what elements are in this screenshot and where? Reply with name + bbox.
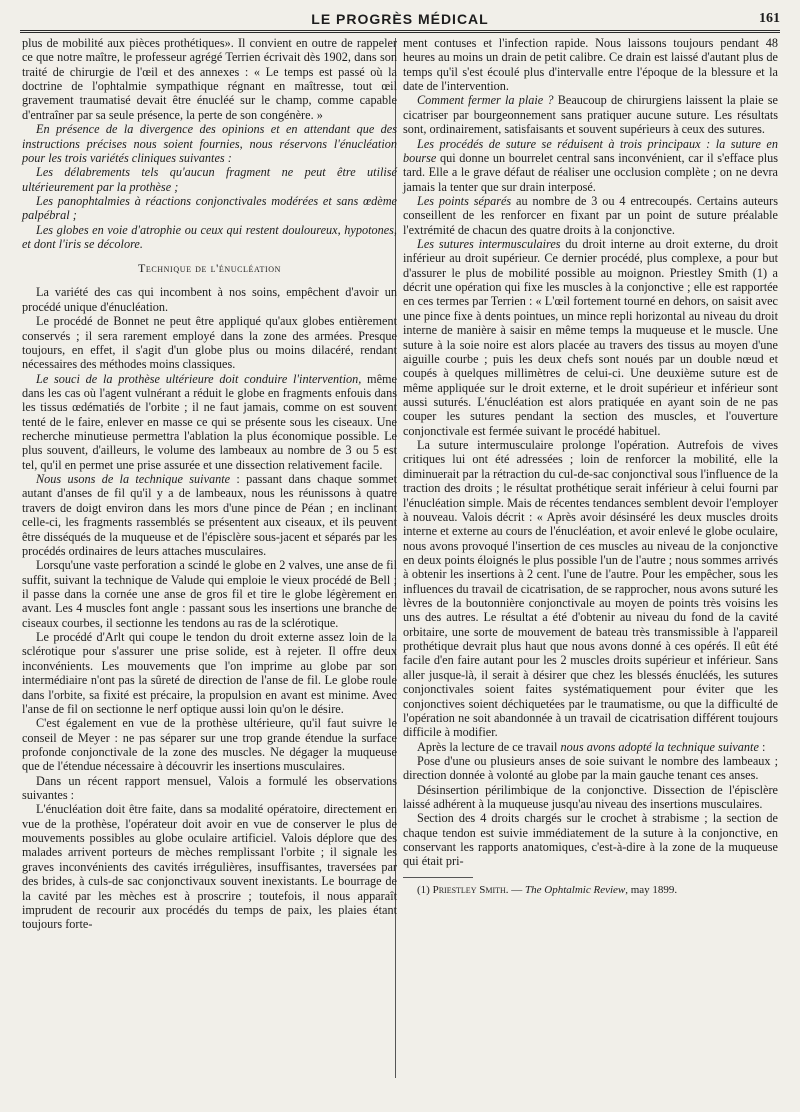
paragraph: Désinsertion périlimbique de la conjonctive. Dissection de l'épisclère laissé adhérent à la muqueuse jusqu'au niveau des insertions musculaires. [403, 782, 778, 812]
left-column [22, 36, 397, 932]
footnote-author: Priestley Smith [432, 883, 506, 896]
paragraph [22, 472, 397, 558]
paragraph: Les globes en voie d'atrophie ou ceux qui restent douloureux, hypotones, et dont l'iris se décolore. [22, 222, 397, 252]
paragraph [403, 93, 778, 136]
footnote-rule [403, 877, 473, 878]
paragraph-text: Beaucoup de chirurgiens laissent la plaie se cicatriser par bourgeonnement sans pratiquer aucune suture. Les résultats sont, ordinairement, satisfaisants et souvent supérieurs à ceux des sutures. [403, 93, 778, 137]
emphasis: Nous usons de la technique suivante [36, 472, 231, 487]
paragraph: Pose d'une ou plusieurs anses de soie suivant le nombre des lambeaux ; direction donnée à volonté au globe par la main gauche tenant ces anses. [403, 753, 778, 783]
paragraph-text: Après la lecture de ce travail [417, 739, 561, 754]
footnote-sep: . — [505, 883, 526, 896]
emphasis: Les points séparés [417, 193, 512, 208]
paragraph-text: : [758, 739, 766, 754]
paragraph-text: : passant dans chaque sommet autant d'anses de fil qu'il y a de lambeaux, nous les réunissons à quatre travers de doigt environ dans les mors d'une pince de Péan ; en inclinant celle-ci, les fragments rassemblés se présentent aux ciseaux, et ils peuvent être disséqués de la muqueuse et de l'épisclère sous-jacent et séparés par les procédés ordinaires de leurs attaches musculaires. [22, 472, 397, 558]
footnote [403, 884, 778, 897]
right-column [403, 36, 778, 897]
paragraph: Dans un récent rapport mensuel, Valois a formulé les observations suivantes : [22, 773, 397, 803]
paragraph: Section des 4 droits chargés sur le crochet à strabisme ; la section de chaque tendon est suivie immédiatement de la suture à la conjonctive, en conservant les rapports anatomiques, c'est-à-dire à la zone de la muqueuse qui était pri- [403, 811, 778, 869]
paragraph-text: du droit interne au droit externe, du droit inférieur au droit supérieur. Ce dernier procédé, plus complexe, a pour but d'assurer le plus de mobilité possible au moignon. Priestley Smith (1) a décrit une opération qui fixe les muscles à la conjonctive ; elle est rapportée en ces termes par Terrien : « L'œil fortement tourné en dehors, on saisit avec une pince fixe à dents pointues, un mince repli horizontal au niveau du droit interne de manière à saisir en même temps la muqueuse et le muscle. Une suture à la soie noire est alors placée au travers des tissus au moyen d'une aiguille courbe ; puis les deux chefs sont noués par un double nœud et coupés à quelques millimètres de celui-ci. Une deuxième suture est de même appliquée sur le droit externe, et le droit supérieur et inférieur sont aussi suturés. L'énucléation est alors pratiquée en ayant soin de ne pas couper les sutures pendant la section des muscles, et l'ouverture conjonctivale est fermée suivant le procédé habituel. [403, 237, 779, 438]
section-heading: Technique de l'énucléation [137, 261, 282, 276]
paragraph-text: même dans les cas où l'agent vulnérant a réduit le globe en fragments enfouis dans les tissus œdématiés de l'orbite ; il ne faut jamais, comme on est souvent tenté de le faire, enlever en masse ce qui se présente sous les ciseaux. Une recherche minutieuse permettra l'ablation la plus économique possible. Le plus souvent, d'ailleurs, le volume des lambeaux au nombre de 3 ou 5 est tel, qu'il en permet une prise assurée et une dissection relativement facile. [22, 371, 397, 472]
paragraph: En présence de la divergence des opinions et en attendant que des instructions précises nous soient fournies, nous réservons l'énucléation pour les trois variétés cliniques suivantes : [22, 122, 397, 165]
paragraph: La variété des cas qui incombent à nos soins, empêchent d'avoir un procédé unique d'énucléation. [22, 285, 397, 314]
paragraph-text: au nombre de 3 ou 4 entrecoupés. Certains auteurs conseillent de les renforcer en fixant par un point de suture préalable l'extrémité de chacun des quatre droits à la conjonctive. [403, 193, 778, 237]
emphasis: Les procédés de suture se réduisent à trois principaux : la suture en bourse [403, 136, 778, 165]
paragraph [403, 137, 778, 194]
emphasis: Les sutures intermusculaires [417, 237, 561, 252]
header-rule [20, 30, 780, 33]
paragraph: C'est également en vue de la prothèse ultérieure, qu'il faut suivre le conseil de Meyer : ne pas séparer sur une trop grande étendue la surface profonde conjonctivale de la zone des muscles. Ne dégager la muqueuse que de l'étendue nécessaire à découvrir les insertions musculaires. [22, 716, 397, 774]
paragraph: La suture intermusculaire prolonge l'opération. Autrefois de vives critiques lui ont été adressées ; loin de renforcer la mobilité, elle la diminuerait par la rétraction du cul-de-sac conjonctival sous l'influence de la traction des droits ; le résultat prothétique serait inférieur à celui fourni par l'énucléation simple. Mais de récentes tendances semblent devoir l'employer à nouveau. Valois décrit : « Après avoir désinséré les deux muscles droits interne et externe au cours de l'énucléation, et avoir enlevé le globe oculaire, nous avons provoqué l'insertion de ces muscles au niveau de la conjonctive en deux points éloignés le plus possible l'un de l'autre ; nous sommes arrivés à obtenir les insertions à 2 cent. l'une de l'autre. Pour les empêcher, sous les influences du travail de cicatrisation, de se rapprocher, nous avons suturé les lèvres de la boutonnière conjonctivale au moyen de points très voisins les uns des autres. Le résultat a été d'obtenir au niveau du fond de la cavité orbitaire, une sorte de mouvement de bateau très transmissible à l'appareil prothétique devrait plus haut que nous avons donné à ces opérés. Il eût été facile d'en faire autant pour les 2 muscles droits supérieur et inférieur. Sans aller jusque-là, il serait à désirer que chez les blessés énucléés, les sutures conjonctivales soient faites systématiquement pour éviter que les conjonctives soient déchiquetées par le traumatisme, ou que la difficulté de l'opération ne soit abandonnée à un travail de cicatrisation différent toujours difficile à modifier. [403, 438, 779, 740]
paragraph: L'énucléation doit être faite, dans sa modalité opératoire, directement en vue de la prothèse, l'opérateur doit avoir en vue de conserver le plus de mouvements possibles au globe oculaire artificiel. Valois déplore que des malades arrivent porteurs de mèches remplissant l'orbite ; il signale les graves inconvénients des cavités irrégulières, insuffisantes, traversées par des brides, à culs-de sac conjonctivaux souvent inexistants. Le bourrage de la cavité par les mèches est à proscrire ; toutefois, il nous apparaît imprudent de recourir aux procédés du temps de paix, les plaies étant toujours forte- [22, 802, 397, 932]
paragraph-text: qui donne un bourrelet central sans inconvénient, car il s'efface plus tard. Elle a le grave défaut de réaliser une occlusion complète ; on ne devra jamais la tenter que sur drain interposé. [403, 150, 778, 194]
emphasis: Le souci de la prothèse ultérieure doit conduire l'intervention, [36, 371, 362, 386]
emphasis: nous avons adopté la technique suivante [560, 739, 759, 754]
paragraph: Les délabrements tels qu'aucun fragment ne peut être utilisé ultérieurement par la prothèse ; [22, 165, 397, 194]
paragraph [403, 194, 778, 237]
paragraph [403, 740, 778, 754]
journal-title: LE PROGRÈS MÉDICAL [311, 11, 489, 27]
footnote-journal: The Ophtalmic Review [525, 883, 626, 896]
paragraph: Les panophtalmies à réactions conjonctivales modérées et sans œdème palpébral ; [22, 193, 397, 223]
footnote-date: , may 1899. [625, 883, 678, 896]
paragraph: Lorsqu'une vaste perforation a scindé le globe en 2 valves, une anse de fil suffit, suivant la technique de Valude qui emploie le vieux procédé de Bell ; il passe dans la cornée une anse de gros fil et tire le globe légèrement en avant. Les 4 muscles font angle : passant sous les insertions une branche de ciseaux courbes, il sectionne les tendons au ras de la sclérotique. [22, 558, 397, 630]
paragraph: plus de mobilité aux pièces prothétiques». Il convient en outre de rappeler ce que notre maître, le professeur agrégé Terrien écrivait dès 1902, dans son traité de chirurgie de l'œil et des annexes : « Le temps est passé où la doctrine de l'ophtalmie sympathique régnant en maîtresse, tout œil gravement traumatisé devait être énucléé sur le champ, comme capable d'entraîner par sa seule présence, la perte de son congénère. » [22, 36, 397, 122]
paragraph: Le procédé d'Arlt qui coupe le tendon du droit externe assez loin de la sclérotique pour s'assurer une prise solide, est à rejeter. Il offre deux inconvénients. Les mouvements que l'on imprime au globe par son intermédiaire n'ont pas la sûreté de direction de l'anse de fil. Le globe roule dans l'orbite, sa fixité est précaire, la propulsion en avant est minime. Avec l'anse de fil on sectionne le nerf optique aussi loin qu'on le désire. [22, 630, 397, 716]
emphasis: Comment fermer la plaie ? [417, 93, 554, 108]
footnote-mark: (1) [417, 883, 433, 896]
paragraph: Le procédé de Bonnet ne peut être appliqué qu'aux globes entièrement conservés ; il sera rarement employé dans la zone des armées. Presque toujours, en effet, il s'agit d'un globe plus ou moins dilacéré, rendant nécessaires des méthodes moins classiques. [22, 314, 397, 372]
paragraph: ment contuses et l'infection rapide. Nous laissons toujours pendant 48 heures au moins un drain de petit calibre. Ce drain est laissé d'autant plus de temps qu'il s'est écoulé plus d'intervalle entre l'époque de la blessure et la date de l'intervention. [403, 36, 778, 94]
paragraph [403, 237, 778, 438]
paragraph [22, 372, 397, 473]
page-number: 161 [759, 11, 780, 26]
page-header [20, 6, 780, 32]
